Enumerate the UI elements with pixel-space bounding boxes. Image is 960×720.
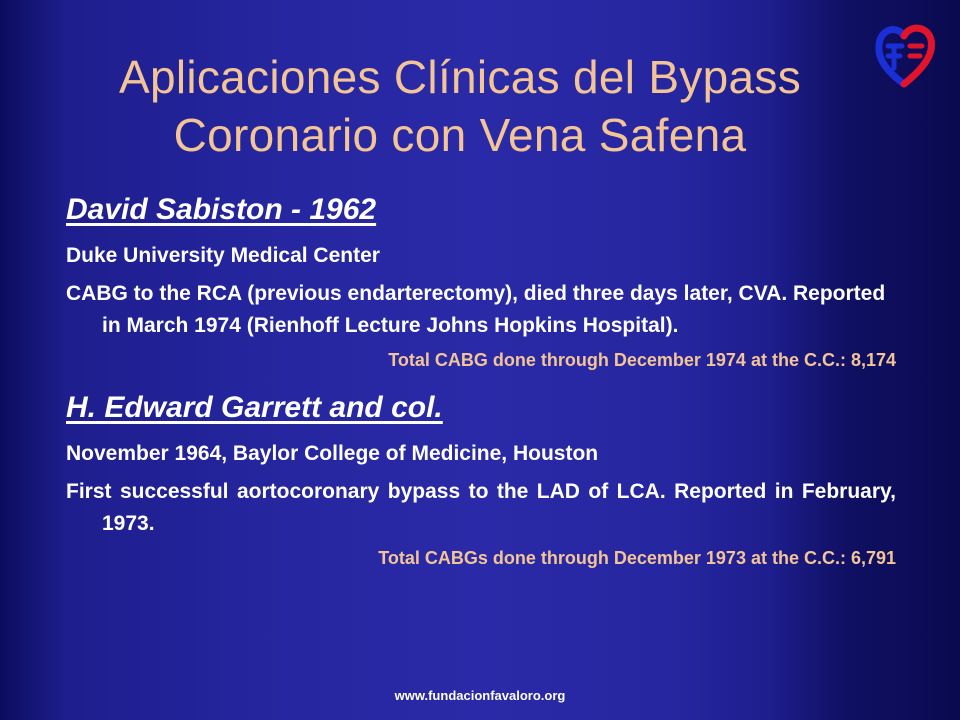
slide-content xyxy=(66,190,896,586)
footer-url: www.fundacionfavaloro.org xyxy=(394,688,566,703)
institution-text: Duke University Medical Center xyxy=(66,244,380,267)
title-line-2: Coronario con Vena Safena xyxy=(173,109,747,161)
description-text: CABG to the RCA (previous endarterectomy), died three days later, CVA. Reported in March 1974 (Rienhoff Lecture Johns Hopkins Hospital). xyxy=(66,282,886,337)
total-cabg-text: Total CABG done through December 1974 at the C.C.: 8,174 xyxy=(388,350,896,370)
institution-text: November 1964, Baylor College of Medicine, Houston xyxy=(66,442,599,465)
section-garrett xyxy=(66,388,896,570)
title-line-1: Aplicaciones Clínicas del Bypass xyxy=(118,51,802,103)
section-heading: H. Edward Garrett and col. xyxy=(66,391,443,424)
slide-title xyxy=(0,48,920,164)
section-heading: David Sabiston - 1962 xyxy=(66,193,377,226)
section-sabiston xyxy=(66,190,896,372)
total-cabg-text: Total CABGs done through December 1973 at the C.C.: 6,791 xyxy=(378,548,896,568)
heart-logo-icon xyxy=(874,22,936,88)
description-text: First successful aortocoronary bypass to the LAD of LCA. Reported in February, 1973. xyxy=(66,480,896,535)
